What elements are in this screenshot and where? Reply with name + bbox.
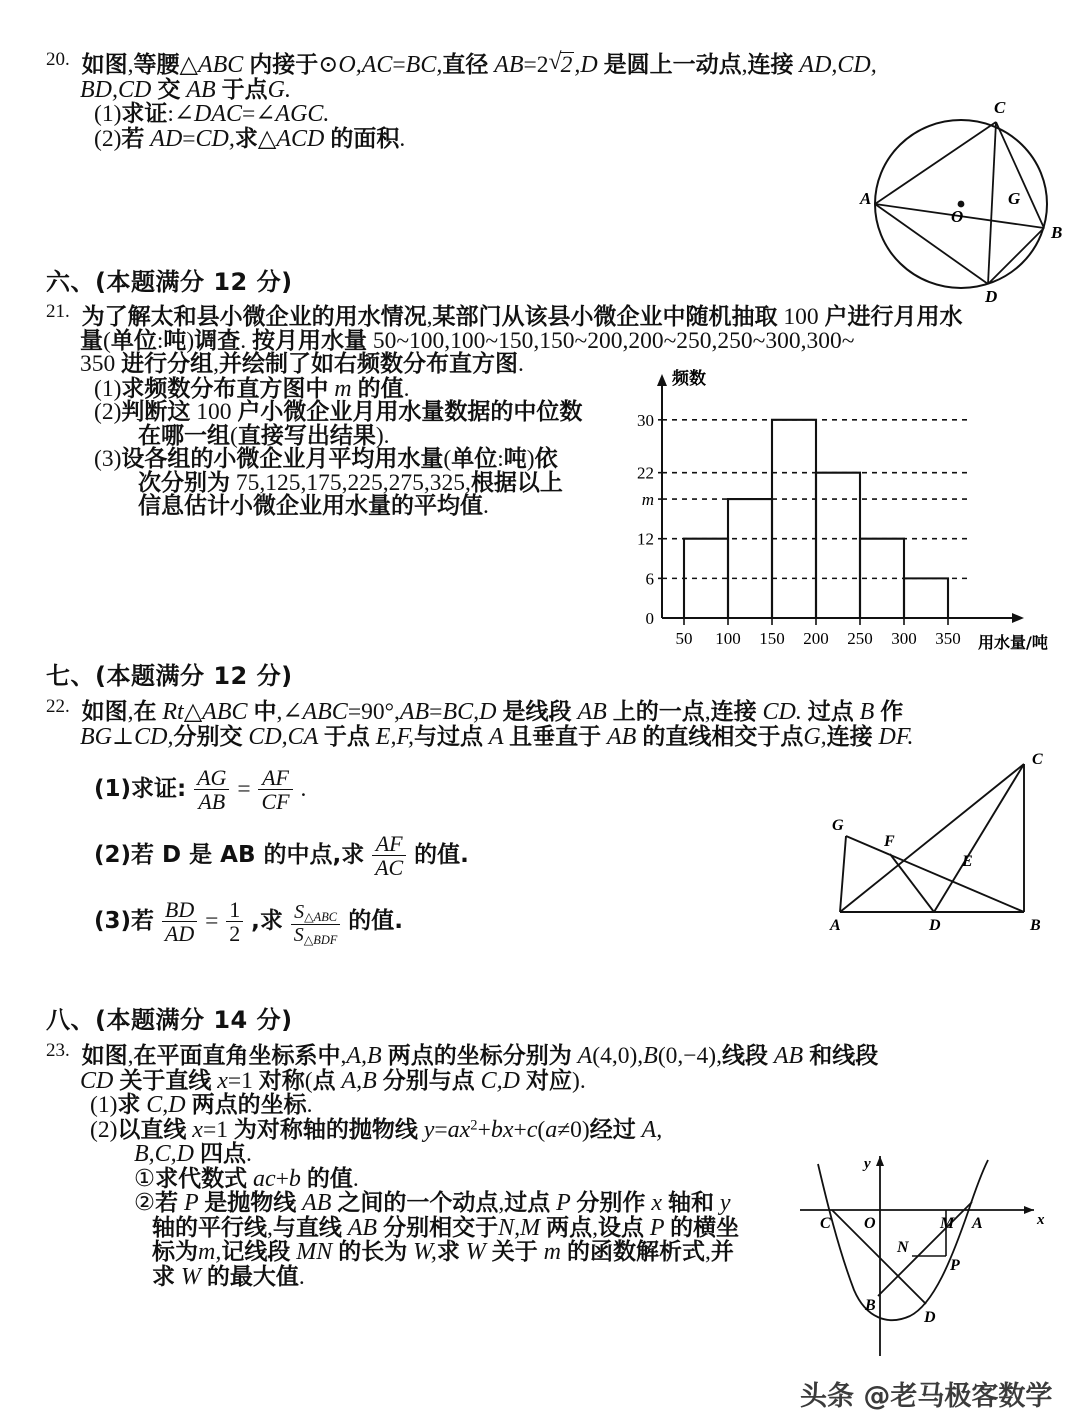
label-N: N [897, 1239, 909, 1256]
problem-20-line-1: $^{20.}$ 如图,等腰△ABC 内接于⊙O,AC=BC,直径 AB=2 √ 2,D 是圆上一动点,连接 AD,CD, [46, 52, 1046, 78]
fraction-af-ac: $\frac{AF}{AC}$ [372, 832, 406, 879]
problem-22-block [46, 696, 1056, 750]
problem-20-question-2: (2)若 AD=CD,求△ACD 的面积. [94, 125, 406, 152]
svg-text:22: 22 [637, 463, 654, 483]
section-eight-header: 八、(本题满分 14 分) [46, 1006, 293, 1034]
svg-text:200: 200 [803, 629, 829, 648]
problem-22-number: 22. [46, 696, 70, 717]
fraction-af-cf: $\frac{AF}{CF}$ [258, 766, 292, 813]
label-D: D [985, 287, 998, 306]
section-six-header: 六、(本题满分 12 分) [46, 268, 293, 296]
fraction-one-half: $\frac{1}{2}$ [226, 898, 243, 945]
problem-21-line-2: 量(单位:吨)调查. 按月用水量 50~100,100~150,150~200,200~250,250~300,300~ [80, 327, 855, 354]
problem-20-line-2: BD,CD 交 AB 于点G. [80, 76, 292, 103]
problem-23-question-2-ii-l2: 轴的平行线,与直线 AB 分别相交于N,M 两点,设点 P 的横坐 [152, 1214, 740, 1241]
label-B: B [1030, 917, 1041, 934]
problem-23-question-2-ii-l3: 标为m,记线段 MN 的长为 W,求 W 关于 m 的函数解析式,并 [152, 1239, 734, 1265]
problem-23-question-2: (2)以直线 x=1 为对称轴的抛物线 $y=ax^2+bx+c(a\ne 0)$经过 A, [90, 1116, 663, 1143]
problem-23-number: 23. [46, 1040, 70, 1061]
svg-text:250: 250 [847, 629, 873, 648]
problem-23-question-2-i: ①求代数式 ac+b 的值. [134, 1163, 359, 1192]
problem-21-question-3-cont1: 次分别为 75,125,175,225,275,325,根据以上 [138, 469, 563, 496]
svg-text:频数: 频数 [672, 369, 706, 389]
label-C: C [820, 1215, 831, 1232]
label-O: O [951, 207, 964, 226]
problem-22-question-2: (2)若 D 是 AB 的中点,求 $\frac{AF}{AC}$ 的值. [94, 831, 469, 881]
label-B: B [1051, 223, 1063, 242]
problem-23-question-2-ii-l4: 求 W 的最大值. [152, 1263, 305, 1290]
problem-20-number: 20. [46, 49, 70, 70]
fraction-area-ratio: $\frac{S_{\triangle ABC}}{S_{\triangle BDF}}$ [291, 902, 341, 947]
problem-21-question-1: (1)求频数分布直方图中 m 的值. [94, 375, 410, 402]
label-A: A [972, 1215, 983, 1232]
problem-23-figure [792, 1138, 1060, 1362]
problem-23-line-2: CD 关于直线 x=1 对称(点 A,B 分别与点 C,D 对应). [80, 1067, 586, 1094]
label-A: A [860, 189, 872, 208]
label-C: C [994, 98, 1006, 117]
label-M: M [940, 1215, 955, 1232]
svg-text:12: 12 [637, 529, 654, 549]
svg-text:m: m [641, 490, 654, 510]
problem-23-question-2-cont: B,C,D 四点. [134, 1141, 252, 1167]
svg-text:0: 0 [645, 609, 654, 628]
problem-22-question-3: (3)若 $\frac{BD}{AD}$ = $\frac{1}{2}$ ,求 $\frac{S_{\triangle ABC}}{S_{\triangle BDF}}$ 的值. [94, 897, 403, 948]
label-B: B [865, 1297, 876, 1314]
label-E: E [962, 853, 973, 870]
svg-text:300: 300 [891, 629, 917, 648]
label-A: A [830, 917, 841, 934]
problem-21-line-1: $^{21.}$ 为了解太和县小微企业的用水情况,某部门从该县小微企业中随机抽取 100 户进行月用水 [46, 301, 963, 330]
frequency-histogram [626, 366, 1056, 656]
problem-21-question-2: (2)判断这 100 户小微企业月用水量数据的中位数 [94, 399, 583, 425]
label-G: G [1008, 189, 1021, 208]
svg-text:350: 350 [935, 629, 961, 648]
fraction-ag-ab: $\frac{AG}{AB}$ [194, 766, 229, 813]
problem-21-question-3-cont2: 信息估计小微企业用水量的平均值. [138, 493, 489, 519]
svg-text:30: 30 [637, 410, 654, 430]
svg-text:150: 150 [759, 629, 785, 648]
svg-text:50: 50 [675, 629, 693, 648]
label-F: F [884, 833, 895, 850]
label-G: G [832, 817, 844, 834]
label-O: O [864, 1215, 876, 1232]
label-D: D [929, 917, 941, 934]
problem-23-question-2-ii: ②若 P 是抛物线 AB 之间的一个动点,过点 P 分别作 x 轴和 y [134, 1188, 731, 1216]
fraction-bd-ad: $\frac{BD}{AD}$ [162, 898, 197, 945]
svg-text:用水量/吨: 用水量/吨 [978, 633, 1048, 652]
problem-23-question-1: (1)求 C,D 两点的坐标. [90, 1092, 313, 1118]
label-P: P [950, 1257, 960, 1274]
svg-text:6: 6 [645, 569, 654, 589]
problem-22-figure [828, 752, 1060, 934]
label-C: C [1032, 751, 1043, 768]
watermark: 头条 @老马极客数学 [800, 1381, 1053, 1412]
problem-22-line-1: $^{22.}$ 如图,在 Rt△ABC 中,∠ABC=90°,AB=BC,D 是线段 AB 上的一点,连接 CD. 过点 B 作 [46, 696, 904, 725]
problem-21-question-3: (3)设各组的小微企业月平均用水量(单位:吨)依 [94, 446, 558, 472]
problem-20-figure [848, 96, 1074, 308]
svg-text:100: 100 [715, 629, 741, 648]
problem-23-line-1: $^{23.}$ 如图,在平面直角坐标系中,A,B 两点的坐标分别为 A(4,0),B(0,−4),线段 AB 和线段 [46, 1040, 879, 1069]
section-seven-header: 七、(本题满分 12 分) [46, 662, 293, 690]
q22-1-prefix: (1)求证: [94, 776, 187, 803]
axis-label-x: x [1037, 1212, 1045, 1228]
problem-21-line-3: 350 进行分组,并绘制了如右频数分布直方图. [80, 351, 524, 377]
problem-21-question-2-cont: 在哪一组(直接写出结果). [138, 422, 390, 449]
problem-22-line-2: BG⊥CD,分别交 CD,CA 于点 E,F,与过点 A 且垂直于 AB 的直线相交于点G,连接 DF. [80, 723, 914, 750]
problem-21-number: 21. [46, 301, 70, 322]
axis-label-y: y [864, 1156, 871, 1172]
problem-22-question-1: (1)求证: $\frac{AG}{AB}$ = $\frac{AF}{CF}$ . [94, 765, 307, 815]
problem-20-question-1: (1)求证:∠DAC=∠AGC. [94, 101, 330, 128]
label-D: D [924, 1309, 936, 1326]
